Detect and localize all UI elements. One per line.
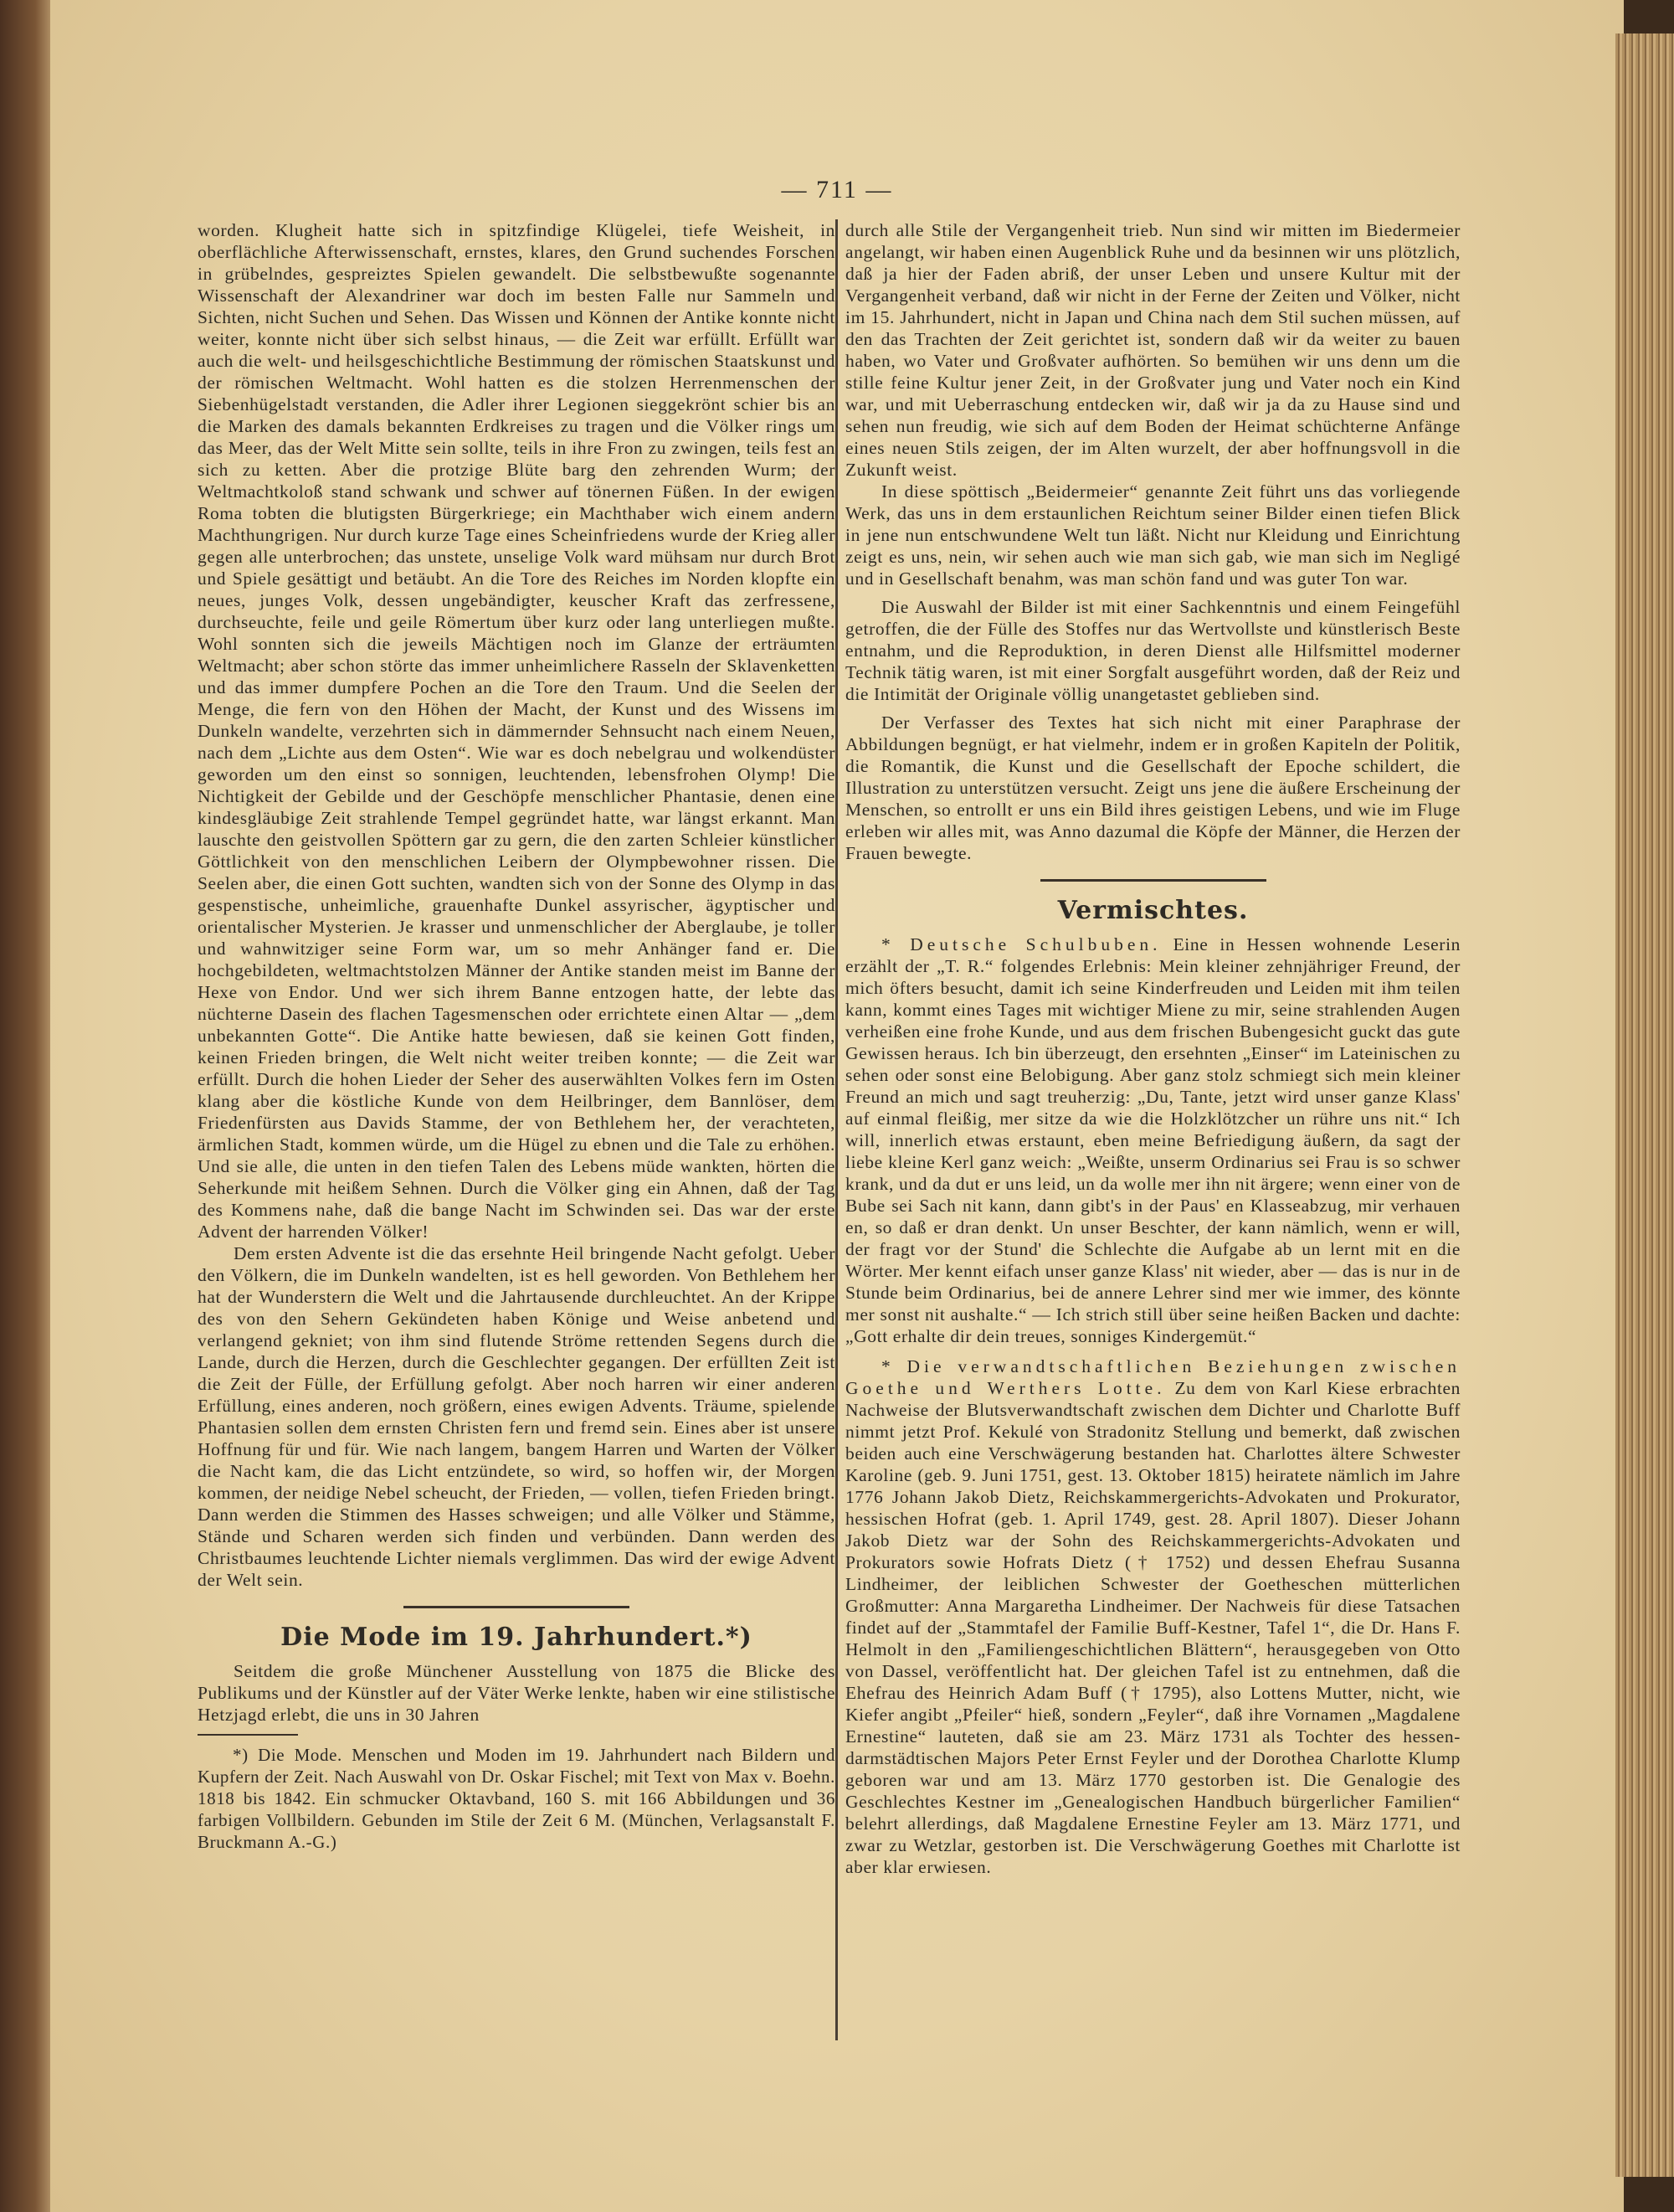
- news-item-body: Eine in Hessen wohnende Leserin erzählt der „T. R.“ folgendes Erlebnis: Mein kleiner zehnjähriger Freund, der mich öfters besucht, damit ich seine Kinderfreuden und Leiden mit ihm teilen kann, kommt eines Tages mit wichtiger Miene zu mir, seine strahlenden Augen verheißen eine frohe Kunde, und aus dem frischen Bubengesicht guckt das gute Gewissen heraus. Ich bin überzeugt, den ersehnten „Einser“ im Lateinischen zu sehen oder sonst eine Belobigung. Aber ganz stolz schmiegt sich mein kleiner Freund an mich und sagt treuherzig: „Du, Tante, jetzt wird unser ganze Klass' auf einmal fleißig, mer sitze da wie die Holzklötzcher un rühre uns nit.“ Ich will, innerlich etwas erstaunt, eben meine Befriedigung äußern, da sagt der liebe kleine Kerl ganz weich: „Weißte, unserm Ordinarius sei Frau is so schwer krank, und da dut er uns leid, un da wolle mer ihn nit ärgere; wenn einer von de Bube sei Sach nit kann, dann gibt's in der Paus' en Klasseabzug, mir verhauen en, so daß er dran denkt. Un unser Beschter, der kann nämlich, wenn er will, der fragt vor der Stund' die Schlechte die Aufgabe ab un lernt mit en die Wörter. Mer kennt eifach unser ganze Klass' nit wieder, aber — das is nur in de Stunde beim Ordinarius, bei de annere Lehrer sind mer wie immer, des könnte mer sonst nit aushalte.“ — Ich strich still über seine heißen Backen und dachte: „Gott erhalte dir dein treues, sonniges Kindergemüt.“: [845, 934, 1461, 1346]
- news-item-body: Zu dem von Karl Kiese erbrachten Nachweise der Blutsverwandtschaft zwischen dem Dichter und Charlotte Buff nimmt jetzt Prof. Kekulé von Stradonitz Stellung und bemerkt, daß zwischen beiden auch eine Verschwägerung bestanden hat. Charlottes ältere Schwester Karoline (geb. 9. Juni 1751, gest. 13. Oktober 1815) heiratete nämlich im Jahre 1776 Johann Jakob Dietz, Reichskammergerichts-Advokaten und Prokurator, hessischen Hofrat (geb. 1. April 1749, gest. 28. April 1807). Dieser Johann Jakob Dietz war der Sohn des Reichskammergerichts-Advokaten und Prokurators sowie Hofrats Dietz († 1752) und dessen Ehefrau Susanna Lindheimer, der leiblichen Schwester der Goetheschen mütterlichen Großmutter: Anna Margaretha Lindheimer. Der Nachweis für diese Tatsachen findet auf der „Stammtafel der Familie Buff-Kestner, Tafel 1“, die Dr. Hans F. Helmolt in den „Familiengeschichtlichen Blättern“, herausgegeben von Otto von Dassel, veröffentlicht hat. Der gleichen Tafel ist zu entnehmen, daß die Ehefrau des Heinrich Adam Buff († 1795), also Lottens Mutter, nicht, wie Kiefer angibt „Pfeiler“ hieß, sondern „Feyler“, daß ihre Vornamen „Magdalene Ernestine“ lauteten, daß sie am 23. März 1731 als Tochter des hessen-darmstädtischen Majors Peter Ernst Feyler und der Dorothea Charlotte Klump geboren war und am 13. März 1770 gestorben ist. Die Genalogie des Geschlechtes Kestner im „Genealogischen Handbuch bürgerlicher Familien“ belehrt allerdings, daß Magdalene Ernestine Feyler am 13. März 1771, und zwar zu Wetzlar, gestorben ist. Die Verschwägerung Goethes mit Charlotte ist aber klar erwiesen.: [845, 1378, 1461, 1877]
- section-divider: [403, 1606, 629, 1608]
- right-column: [845, 219, 1461, 1878]
- article-paragraph: worden. Klugheit hatte sich in spitzfindige Klügelei, tiefe Weisheit, in oberflächliche Afterwissenschaft, ernstes, klares, den Grund suchendes Forschen in grübelndes, gespreiztes Spielen gewandelt. Die selbstbewußte sogenannte Wissenschaft der Alexandriner war doch im besten Falle nur Sammeln und Sichten, nicht Suchen und Sehen. Das Wissen und Können der Antike konnte nicht weiter, konnte nicht über sich selbst hinaus, — die Zeit war erfüllt. Erfüllt war auch die welt- und heilsgeschichtliche Bestimmung der römischen Staatskunst und der römischen Weltmacht. Wohl hatten es die stolzen Herrenmenschen der Siebenhügelstadt verstanden, die Adler ihrer Legionen sieggekrönt schier bis an die Marken des damals bekannten Erdkreises zu tragen und die Völker rings um das Meer, das der Welt Mitte sein sollte, teils in ihre Fron zu zwingen, teils fest an sich zu ketten. Aber die protzige Blüte barg den zehrenden Wurm; der Weltmachtkoloß stand schwank und schwer auf tönernen Füßen. In der ewigen Roma tobten die blutigsten Bürgerkriege; ein Machthaber wich einem andern Machthungrigen. Nur durch kurze Tage eines Scheinfriedens wurde der Krieg aller gegen alle unterbrochen; das unstete, unselige Volk ward mühsam nur durch Brot und Spiele gesättigt und betäubt. An die Tore des Reiches im Norden klopfte ein neues, junges Volk, dessen ungebändigter, keuscher Kraft das zerfressene, durchseuchte, feile und geile Römertum über kurz oder lang unterliegen mußte. Wohl sonnten sich die jeweils Mächtigen noch im Glanze der erträumten Weltmacht; aber schon störte das immer unheimlichere Rasseln der Sklavenketten und das immer dumpfere Pochen an die Tore den Traum. Und die Seelen der Menge, die fern von den Höhen der Macht, der Kunst und des Wissens im Dunkeln wandelte, verzehrten sich in dämmernder Sehnsucht nach einem Neuen, nach dem „Lichte aus dem Osten“. Wie war es doch nebelgrau und wolkendüster geworden um den einst so sonnigen, leuchtenden, lebensfrohen Olymp! Die Nichtigkeit der Gebilde und der Geschöpfe menschlicher Phantasie, denen eine kindesgläubige Zeit strahlende Tempel gegründet hatte, war längst erkannt. Man lauschte den geistvollen Spöttern gar zu gern, die den zarten Schleier künstlicher Göttlichkeit von den menschlichen Leibern der Olympbewohner rissen. Die Seelen aber, die einen Gott suchten, wandten sich von der Sonne des Olymp in das gespenstische, unheimliche, grauenhafte Dunkel assyrischer, ägyptischer und orientalischer Mysterien. Je krasser und unmenschlicher der Aberglaube, je toller und wahnwitziger seine Form war, um so mehr Anhänger fand er. Die hochgebildeten, weltmachtstolzen Männer der Antike standen meist im Banne der Hexe von Endor. Und wer sich ihrem Banne entzogen hatte, der lebte das nüchterne Dasein des flachen Tagesmenschen oder errichtete einen Altar — „dem unbekannten Gotte“. Die Antike hatte bewiesen, daß sie keinen Gott finden, keinen Frieden bringen, die Welt nicht weiter treiben konnte; — die Zeit war erfüllt. Durch die hohen Lieder der Seher des auserwählten Volkes fern im Osten klang aber die köstliche Kunde von dem Heilbringer, dem Bannlöser, dem Friedenfürsten aus Davids Stamme, der von Bethlehem her, der verachteten, ärmlichen Stadt, kommen würde, um die Hügel zu ebnen und die Tale zu erhöhen. Und sie alle, die unten in den tiefen Talen des Lebens müde wankten, hörten die Seherkunde mit heißem Sehnen. Durch die Völker ging ein Ahnen, daß der Tag des Kommens nahe, daß die bange Nacht im Schwinden sei. Das war der erste Advent der harrenden Völker!: [198, 220, 835, 1242]
- page-number: — 711 —: [781, 176, 893, 203]
- section-heading-vermischtes: Vermischtes.: [1057, 896, 1249, 925]
- article-paragraph: Seitdem die große Münchener Ausstellung von 1875 die Blicke des Publikums und der Künstler auf der Väter Werke lenkte, haben wir eine stilistische Hetzjagd erlebt, die uns in 30 Jahren: [198, 1661, 835, 1725]
- column-separator: [835, 219, 838, 2040]
- article-heading-mode: Die Mode im 19. Jahrhundert.*): [280, 1623, 752, 1652]
- page-edges: [1615, 33, 1674, 2177]
- article-paragraph: In diese spöttisch „Beidermeier“ genannte Zeit führt uns das vorliegende Werk, das uns in dem erstaunlichen Reichtum seiner Bilder einen tiefen Blick in jene nun entschwundene Welt tun läßt. Nicht nur Kleidung und Einrichtung zeigt es uns, nein, wir sehen auch wie man sich gab, wie man sich im Negligé und in Gesellschaft benahm, was man schön fand und was guter Ton war.: [845, 481, 1461, 589]
- article-paragraph: Der Verfasser des Textes hat sich nicht mit einer Paraphrase der Abbildungen begnügt, er hat vielmehr, indem er in großen Kapiteln der Politik, die Romantik, die Kunst und die Gesellschaft der Epoche schildert, die Illustration zu unterstützen versucht. Zeigt uns jene die äußere Erscheinung der Menschen, so entrollt er uns ein Bild ihres geistigen Lebens, und wie im Fluge erleben wir alles mit, was Anno dazumal die Köpfe der Männer, die Herzen der Frauen bewegte.: [845, 712, 1461, 863]
- section-divider: [1040, 879, 1266, 882]
- news-item: [845, 934, 1461, 1347]
- news-item: [845, 1355, 1461, 1878]
- news-item-title: * Deutsche Schulbuben.: [881, 934, 1162, 954]
- left-column: [198, 219, 835, 1853]
- article-paragraph: Die Auswahl der Bilder ist mit einer Sachkenntnis und einem Feingefühl getroffen, die der Fülle des Stoffes nur das Wertvollste und künstlerisch Beste entnahm, und die Reproduktion, in deren Dienst alle Hilfsmittel moderner Technik tätig waren, ist mit einer Sorgfalt ausgeführt worden, daß der Reiz und die Intimität der Originale völlig unangetastet geblieben sind.: [845, 597, 1461, 704]
- article-paragraph: durch alle Stile der Vergangenheit trieb. Nun sind wir mitten im Biedermeier angelangt, wir haben einen Augenblick Ruhe und da besinnen wir uns plötzlich, daß ja hier der Faden abriß, der unser Leben und unsere Kultur mit der Vergangenheit verband, daß wir nicht in der Ferne der Zeiten und Völker, nicht im 15. Jahrhundert, nicht in Japan und China nach dem Stil suchen müssen, auf den das Trachten der Zeit gerichtet ist, sondern daß wir da weiter zu bauen haben, wo Vater und Großvater aufhörten. So bemühen wir uns denn um die stille feine Kultur jener Zeit, in der Großvater jung und Vater noch ein Kind war, und mit Ueberraschung entdecken wir, daß wir ja da zu Hause sind und sehen nun freudig, wie sich auf dem Boden der Heimat schüchterne Anfänge eines neuen Stils zeigen, der im Alten wurzelt, der aber hoffnungsvoll in die Zukunft weist.: [845, 220, 1461, 480]
- footnote-divider: [198, 1734, 298, 1736]
- news-item-title: * Die verwandtschaftlichen Beziehungen zwischen Goethe und Werthers Lotte.: [845, 1356, 1461, 1398]
- article-paragraph: Dem ersten Advente ist die das ersehnte Heil bringende Nacht gefolgt. Ueber den Völkern, die im Dunkeln wandelten, ist es hell geworden. Von Bethlehem her hat der Wunderstern die Welt und die Jahrtausende durchleuchtet. An der Krippe des von den Sehern Gekündeten haben Könige und Weise anbetend und verlangend gekniet; von ihm sind flutende Ströme rettenden Segens durch die Lande, durch die Herzen, durch die Geschlechter gegangen. Der erfüllten Zeit ist die Zeit der Fülle, der Erfüllung gefolgt. Aber noch harren wir einer anderen Erfüllung, eines anderen, noch größern, eines ewigen Advents. Träume, spielende Phantasien sollen dem ernsten Christen fern und fremd sein. Eines aber ist unsere Hoffnung für und für. Wie nach langem, bangem Harren und Warten der Völker die Nacht kam, die das Licht entzündete, so wird, so hoffen wir, der Morgen kommen, der neidige Nebel scheucht, der Frieden, — vollen, tiefen Frieden bringt. Dann werden die Stimmen des Hasses schweigen; und alle Völker und Stämme, Stände und Scharen werden sich finden und verbünden. Dann werden des Christbaumes leuchtende Lichter niemals verglimmen. Das wird der ewige Advent der Welt sein.: [198, 1243, 835, 1590]
- footnote: *) Die Mode. Menschen und Moden im 19. Jahrhundert nach Bildern und Kupfern der Zeit. Nach Auswahl von Dr. Oskar Fischel; mit Text von Max v. Boehn. 1818 bis 1842. Ein schmucker Oktavband, 160 S. mit 166 Abbildungen und 36 farbigen Vollbildern. Gebunden im Stile der Zeit 6 M. (München, Verlagsanstalt F. Bruckmann A.-G.): [198, 1745, 835, 1852]
